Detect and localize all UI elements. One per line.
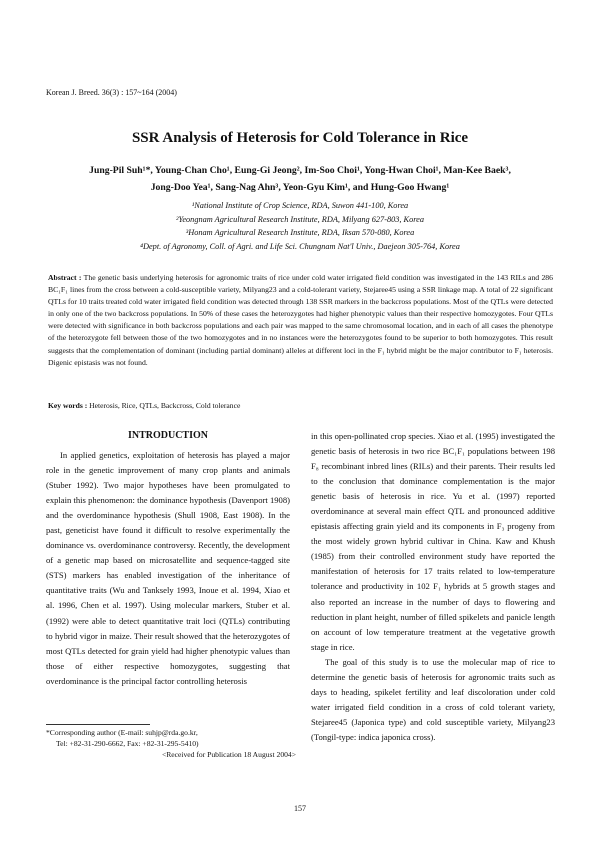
abstract [48,272,553,369]
footnote-line-3: <Received for Publication 18 August 2004> [161,750,296,759]
paper-title: SSR Analysis of Heterosis for Cold Tolerance in Rice [131,130,469,146]
abstract-label: Abstract : [48,273,82,282]
author-list [60,162,540,196]
right-column [311,429,555,745]
affiliation-4: ⁴Dept. of Agronomy, Coll. of Agri. and Life Sci. Chungnam Nat'l Univ., Daejeon 305-764, Korea [140,241,460,251]
affiliations [60,199,540,253]
footnote-divider [46,724,150,725]
intro-paragraph-1: In applied genetics, exploitation of heterosis has played a major role in the genetic improvement of many crop plants and animals (Stuber 1992). Two major hypotheses have been promulgated to explain this phenomenon: the dominance hypothesis (Davenport 1908) and the overdominance hypothesis (Shull 1908, East 1908). In the past, geneticist have found it difficult to resolve experimentally the dominance vs. overdominance controversy. Recently, the development of a genetic map based on microsatellite and sequence-tagged site (STS) markers has enabled investigation of the inheritance of quantitative traits (Wu and Tanksely 1993, Inoue et al. 1994, Xiao et al. 1996, Chen et al. 1997). Using molecular markers, Stuber et al. (1992) were able to detect quantitative trait loci (QTLs) contributing to hybrid vigor in maize. Their result showed that the heterozygotes of most QTLs detected for grain yield had higher phenotypic values than those of either respective homozygotes, suggesting that overdominance is the principal factor controlling heterosis [46,450,290,686]
affiliation-1: ¹National Institute of Crop Science, RDA, Suwon 441-100, Korea [191,201,409,210]
section-heading-introduction: INTRODUCTION [127,430,208,441]
intro-paragraph-1-continued: in this open-pollinated crop species. Xiao et al. (1995) investigated the genetic basis of heterosis in two rice BC₁F₁ populations between 198 F₈ recombinant inbred lines (RILs) and their parents. Their results led to the conclusion that dominance complementation is the major genetic basis of heterosis in rice. Yu et al. (1997) reported overdominance at several main effect QTL and pronounced additive epistasis affecting grain yield and its components in F₃ progeny from the most widely grown hybrid cultivar in China. Kaw and Khush (1985) from their controlled environment study have reported the manifestation of heterosis for 17 traits related to low-temperature tolerance and productivity in 102 F₁ hybrids at 5 growth stages and also reported an increase in the number of days to flowering and reduction in plant height, number of filled spikelets and panicle length on account of low temperature treatment at the vegetative growth stage in rice. [311,431,555,652]
intro-paragraph-2: The goal of this study is to use the molecular map of rice to determine the genetic basis of heterosis for agronomic traits such as days to heading, spikelet fertility and leaf discoloration under cold water irrigated field condition in a cross of cold tolerant variety, Stejaree45 (Japonica type) and cold susceptible variety, Milyang23 (Tongil-type: indica japonica cross). [311,656,555,742]
footnote [46,727,296,760]
affiliation-2: ²Yeongnam Agricultural Research Institute, RDA, Milyang 627-803, Korea [176,214,424,224]
journal-reference: Korean J. Breed. 36(3) : 157~164 (2004) [46,88,177,97]
abstract-text: The genetic basis underlying heterosis for agronomic traits of rice under cold water irrigated field condition was investigated in the 143 RILs and 286 BC₁F₁ lines from the cross between a cold-susceptible variety, Milyang23 and a cold-tolerant variety, Stejaree45 using a SSR linkage map. A total of 22 significant QTLs for 10 traits treated cold water irrigated field condition was detected through 138 SSR markers in the backcross populations. Most of the QTLs were detected in only one of the two backcross populations. In 50% of these cases the heterozygotes had higher phenotypic values than their respective homozygotes. Four QTLs were detected with significance in both backcross populations and each pair was mapped to the same chromosomal location, and in each of all cases the phenotype of the heterozygote fell between those of the two homozygotes and in no instances were the heterozygotes found to be superior to both homozygotes. This result suggests that the complementation of dominant (including partial dominant) alleles at different loci in the F₁ hybrid might be the major contributor to F₁ heterosis. Digenic epistasis was not found. [48,273,553,367]
affiliation-3: ³Honam Agricultural Research Institute, RDA, Iksan 570-080, Korea [185,228,415,237]
keywords [48,401,240,410]
page-number: 157 [294,804,306,813]
footnote-line-1: *Corresponding author (E-mail: suhjp@rda.go.kr, [46,728,198,737]
authors-line-1: Jung-Pil Suh¹*, Young-Chan Cho¹, Eung-Gi Jeong², Im-Soo Choi¹, Yong-Hwan Choi¹, Man-Kee Baek³, [89,165,511,176]
footnote-line-2: Tel: +82-31-290-6662, Fax: +82-31-295-5410) [56,739,199,748]
keywords-text: Heterosis, Rice, QTLs, Backcross, Cold tolerance [89,401,241,410]
keywords-label: Key words : [48,401,88,410]
authors-line-2: Jong-Doo Yea¹, Sang-Nag Ahn³, Yeon-Gyu Kim¹, and Hung-Goo Hwang¹ [150,182,450,193]
left-column [46,448,290,689]
